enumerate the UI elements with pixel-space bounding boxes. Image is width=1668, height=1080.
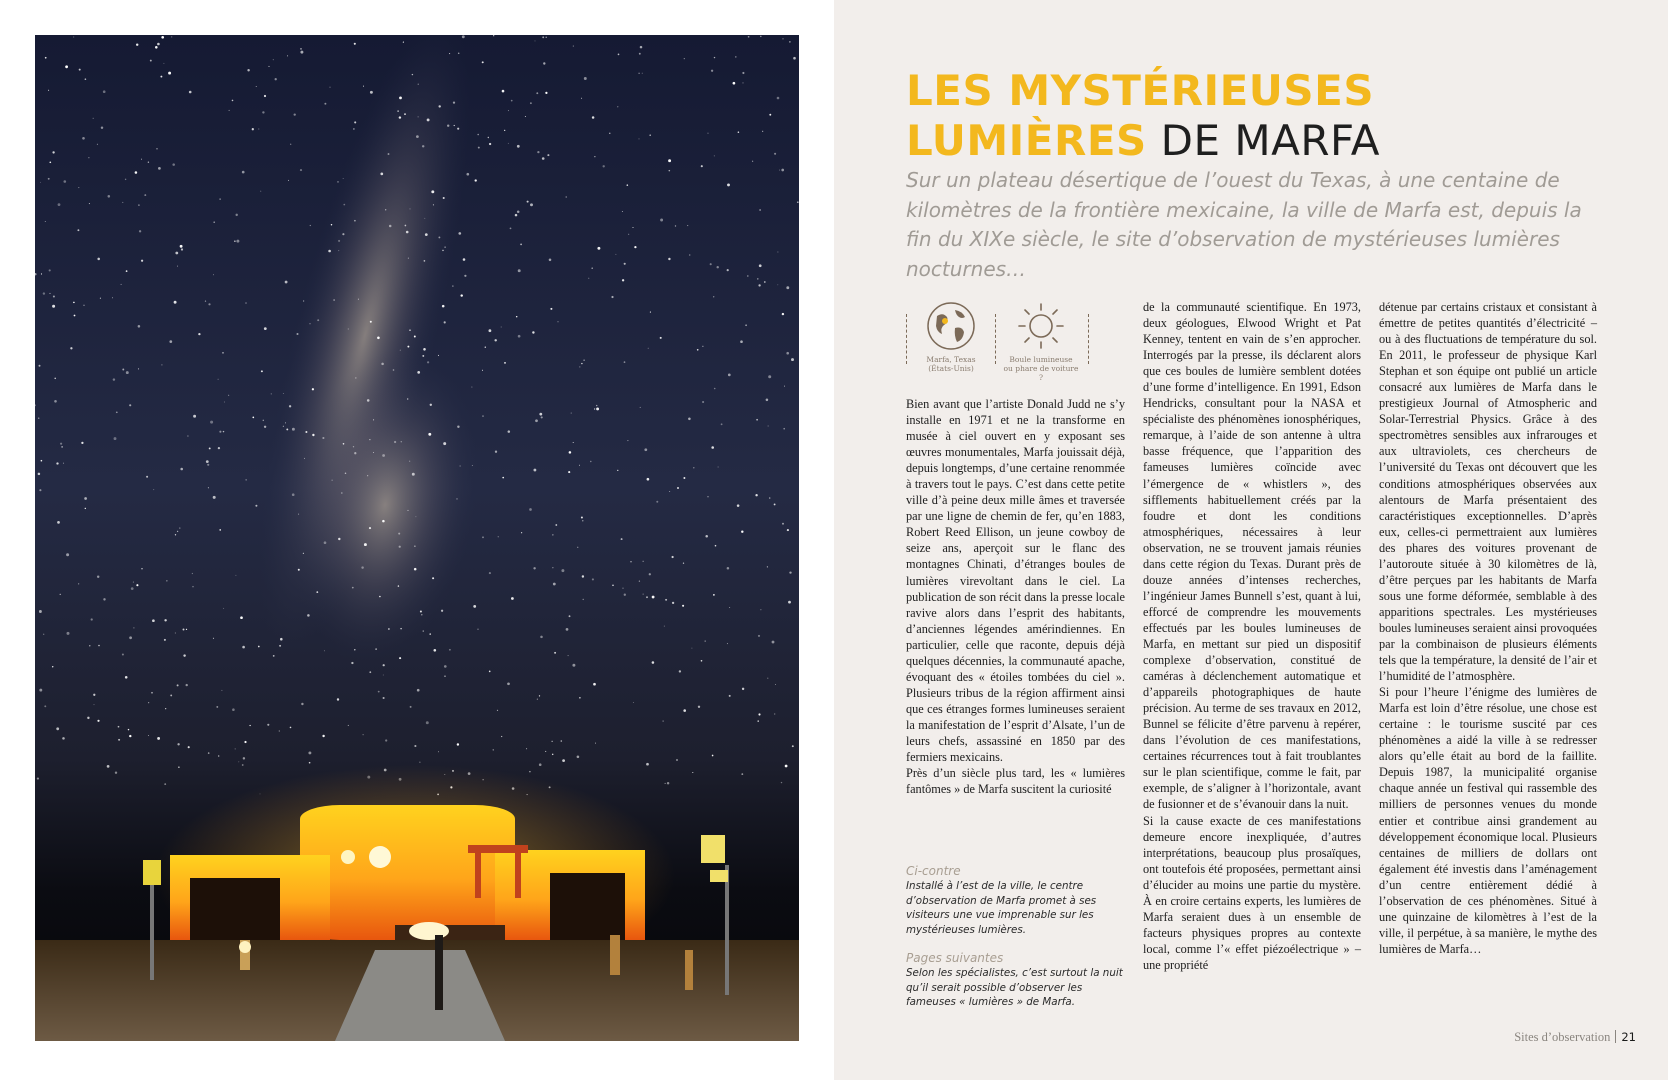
milky-way-photo <box>35 35 799 1041</box>
dashed-divider <box>906 314 907 364</box>
sun-caption-line1: Boule lumineuse <box>1009 355 1073 364</box>
col1-paragraph-2: Près d’un siècle plus tard, les « lumières fantômes » de Marfa suscitent la curiosité <box>906 766 1125 797</box>
sun-icon-caption <box>1002 355 1080 382</box>
folio-section: Sites d’observation <box>1514 1030 1611 1044</box>
col1-paragraph-1: Bien avant que l’artiste Donald Judd ne s’y installe en 1971 et ne la transforme en musée à ciel ouvert en y exposant ses œuvres monumentales, Marfa jouissait déjà, depuis longtemps, d’une certaine renommée à travers tout le pays. C’est dans cette petite ville d’à peine deux mille âmes et traversée par une ligne de chemin de fer, qu’en 1883, Robert Reed Ellison, un jeune cowboy de seize ans, aperçoit sur le flanc des montagnes Chinati, d’étranges boules de lumières virevoltant dans le ciel. La publication de son récit dans la presse locale ravive alors dans l’esprit des habitants, d’anciennes légendes amérindiennes. En particulier, celle que raconte, depuis déjà quelques décennies, la communauté apache, évoquant des « étoiles tombées du ciel ». Plusieurs tribus de la région affirment ainsi que ces étranges formes lumineuses seraient la manifestation de l’esprit d’Alsate, l’un de leurs chefs, assassiné en 1850 par des fermiers mexicains. <box>906 397 1125 765</box>
folio-separator <box>1615 1030 1616 1043</box>
globe-caption-line2: (États-Unis) <box>928 364 974 373</box>
photo-caption-opposite <box>906 864 1125 937</box>
sun-caption-line2: ou phare de voiture ? <box>1003 364 1079 382</box>
caption-title: Ci-contre <box>906 864 961 878</box>
dashed-divider <box>995 314 996 364</box>
col2-paragraph-2: Si la cause exacte de ces manifestations demeure encore inexpliquée, d’autres interprétations, beaucoup plus prosaïques, ont toutefois été proposées, permettant ainsi d’élucider au moins une partie du mystère. À en croire certains experts, les lumières de Marfa seraient dues à un ensemble de facteurs physiques propres au contexte local, comme l’« effet piézoélectrique » – une propriété <box>1143 813 1361 972</box>
page-number: 21 <box>1621 1030 1636 1044</box>
title-accent-line1: LES MYSTÉRIEUSES <box>906 66 1375 115</box>
col2-paragraph-1: de la communauté scientifique. En 1973, deux géologues, Elwood Wright et Pat Kenney, tentent en vain de s’en approcher. Interrogés par la presse, ils déclarent alors que ces boules de lumière semblent dotées d’une forme d’intelligence. En 1991, Edson Hendricks, consultant pour la NASA et spécialiste des phénomènes ionosphériques, remarque, à l’aide de son antenne à ultra basse fréquence, que l’apparition des fameuses lumières coïncide avec l’émergence de « whistlers », des sifflements habituellement créés par la foudre et dont les conditions atmosphériques, nécessaires à leur observation, ne se trouvent jamais réunies dans cette région du Texas. Durant près de douze années d’intenses recherches, l’ingénieur James Bunnell s’est, quant à lui, efforcé de comprendre les mouvements effectués par les boules lumineuses de Marfa, en mettant sur pied un dispositif complexe d’observation, constitué de caméras à déclenchement automatique et d’appareils photographiques de haute précision. Au terme de ses travaux en 2012, Bunnel se félicite d’être parvenu à repérer, dans l’évolution de ces manifestations, certaines récurrences tout à fait troublantes sur le plan scientifique, comme le fait, par exemple, de s’aligner à l’horizontale, avant de fusionner et de s’évanouir dans la nuit. <box>1143 300 1361 812</box>
night-sky-illustration <box>35 35 799 1041</box>
col3-paragraph-1: détenue par certains cristaux et consistant à émettre de petites quantités d’électricité – ou à des fluctuations de température du sol. En 2011, le professeur de physique Karl Stephan et son équipe ont publié un article consacré aux lumières de Marfa dans le prestigieux Journal of Atmospheric and Solar-Terrestrial Physics. Grâce à des spectromètres sensibles aux infrarouges et aux ultraviolets, ces chercheurs de l’université du Texas ont découvert que les conditions atmosphériques observées aux alentours de Marfa présentaient des caractéristiques exceptionnelles. D’après eux, celles-ci permettraient aux lumières des phares des voitures provenant de l’autoroute située à 30 kilomètres de là, d’être perçues par les habitants de Marfa sous une forme déformée, semblable à des apparitions spectrales. Les mystérieuses boules lumineuses seraient ainsi provoquées par la combinaison de plusieurs éléments tels que la température, la densité de l’air et l’humidité de l’atmosphère. <box>1379 300 1597 684</box>
text-column-1 <box>906 396 1125 797</box>
col3-paragraph-2: Si pour l’heure l’énigme des lumières de Marfa est loin d’être résolue, une chose est certaine : le tourisme suscité par ces phénomènes a aidé la ville à se redresser alors qu’elle était au bord de la faillite. Depuis 1987, la municipalité organise chaque année un festival qui rassemble des milliers de personnes venues du monde entier et contribue ainsi grandement au développement économique local. Plusieurs centaines de milliers de dollars ont également été investis dans l’aménagement d’un centre entièrement dédié à l’observation de ces phénomènes. Situé à une quinzaine de kilomètres à l’est de la ville, il perpétue, à sa manière, le mythe des lumières de Marfa… <box>1379 685 1597 956</box>
caption-text: Selon les spécialistes, c’est surtout la nuit qu’il serait possible d’observer les fameuses « lumières » de Marfa. <box>906 967 1123 1009</box>
sun-icon <box>1015 300 1067 352</box>
dashed-divider <box>1088 314 1089 364</box>
article-title <box>906 66 1626 166</box>
page-folio <box>1514 1030 1636 1045</box>
text-column-2 <box>1143 299 1361 973</box>
right-page <box>834 0 1668 1080</box>
caption-title: Pages suivantes <box>906 951 1004 965</box>
article-lede: Sur un plateau désertique de l’ouest du Texas, à une centaine de kilomètres de la frontière mexicaine, la ville de Marfa est, depuis la fin du XIXe siècle, le site d’observation de mystérieuses lumières nocturnes… <box>906 168 1582 281</box>
globe-icon-block <box>912 300 990 373</box>
photo-caption-next-pages <box>906 951 1125 1010</box>
text-column-3 <box>1379 299 1597 957</box>
sun-icon-block <box>1002 300 1080 382</box>
icon-strip <box>906 300 1101 382</box>
globe-caption-line1: Marfa, Texas <box>926 355 976 364</box>
caption-text: Installé à l’est de la ville, le centre d’observation de Marfa promet à ses visiteurs une vue imprenable sur les mystérieuses lumières. <box>906 880 1097 936</box>
globe-icon <box>925 300 977 352</box>
title-accent-line2: LUMIÈRES <box>906 116 1147 165</box>
title-plain-line2: DE MARFA <box>1146 116 1381 165</box>
globe-icon-caption <box>912 355 990 373</box>
